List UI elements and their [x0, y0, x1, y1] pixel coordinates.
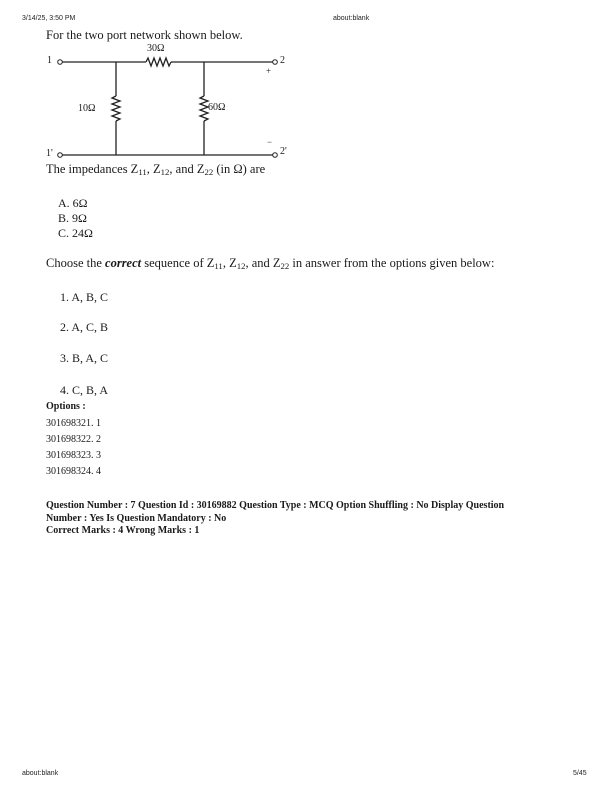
terminal-1 — [58, 60, 63, 65]
item-c: C. 24Ω — [58, 226, 93, 240]
port-1-label: 1 — [47, 55, 52, 66]
right-shunt-label: 60Ω — [208, 102, 226, 113]
meta-line-2: Number : Yes Is Question Mandatory : No — [46, 512, 227, 524]
page-number: 5/45 — [573, 770, 587, 777]
question-intro: For the two port network shown below. — [46, 28, 243, 42]
port-2-prime-label: 2' — [280, 146, 287, 157]
choice-2: 2. A, C, B — [60, 320, 109, 334]
option-id-1: 301698321. 1 — [46, 418, 101, 429]
series-resistor-symbol — [146, 58, 171, 66]
meta-line-1: Question Number : 7 Question Id : 30169882 Question Type : MCQ Option Shuffling : No Display Question — [46, 500, 505, 511]
right-shunt-resistor-symbol — [200, 96, 208, 121]
terminal-2-prime — [273, 153, 278, 158]
option-id-3: 301698323. 3 — [46, 450, 101, 461]
meta-line-3: Correct Marks : 4 Wrong Marks : 1 — [46, 525, 200, 536]
question-stem: The impedances $Z_{11}$, $Z_{12}$, and $Z_{22}$ (in Ω) are — [46, 162, 266, 178]
footer-url: about:blank — [22, 770, 59, 777]
minus-sign: − — [267, 137, 273, 147]
print-url: about:blank — [333, 15, 370, 22]
choice-3: 3. B, A, C — [60, 351, 109, 365]
port-1-prime-label: 1' — [46, 148, 53, 159]
choice-1: 1. A, B, C — [60, 290, 109, 304]
options-label: Options : — [46, 401, 86, 412]
plus-sign: + — [266, 66, 272, 76]
series-resistor-label: 30Ω — [147, 43, 165, 54]
option-id-4: 301698324. 4 — [46, 466, 101, 477]
next-question-meta — [46, 500, 566, 538]
port-2-label: 2 — [280, 55, 285, 66]
terminal-1-prime — [58, 153, 63, 158]
item-a: A. 6Ω — [58, 196, 88, 210]
option-id-2: 301698322. 2 — [46, 434, 101, 445]
print-datetime: 3/14/25, 3:50 PM — [22, 15, 76, 22]
left-shunt-label: 10Ω — [78, 103, 96, 114]
item-b: B. 9Ω — [58, 211, 87, 225]
choice-4: 4. C, B, A — [60, 383, 109, 397]
question-instruction: Choose the correct sequence of $Z_{11}$, $Z_{12}$, and $Z_{22}$ in answer from the options given below: — [46, 256, 495, 272]
left-shunt-resistor-symbol — [112, 96, 120, 121]
terminal-2 — [273, 60, 278, 65]
